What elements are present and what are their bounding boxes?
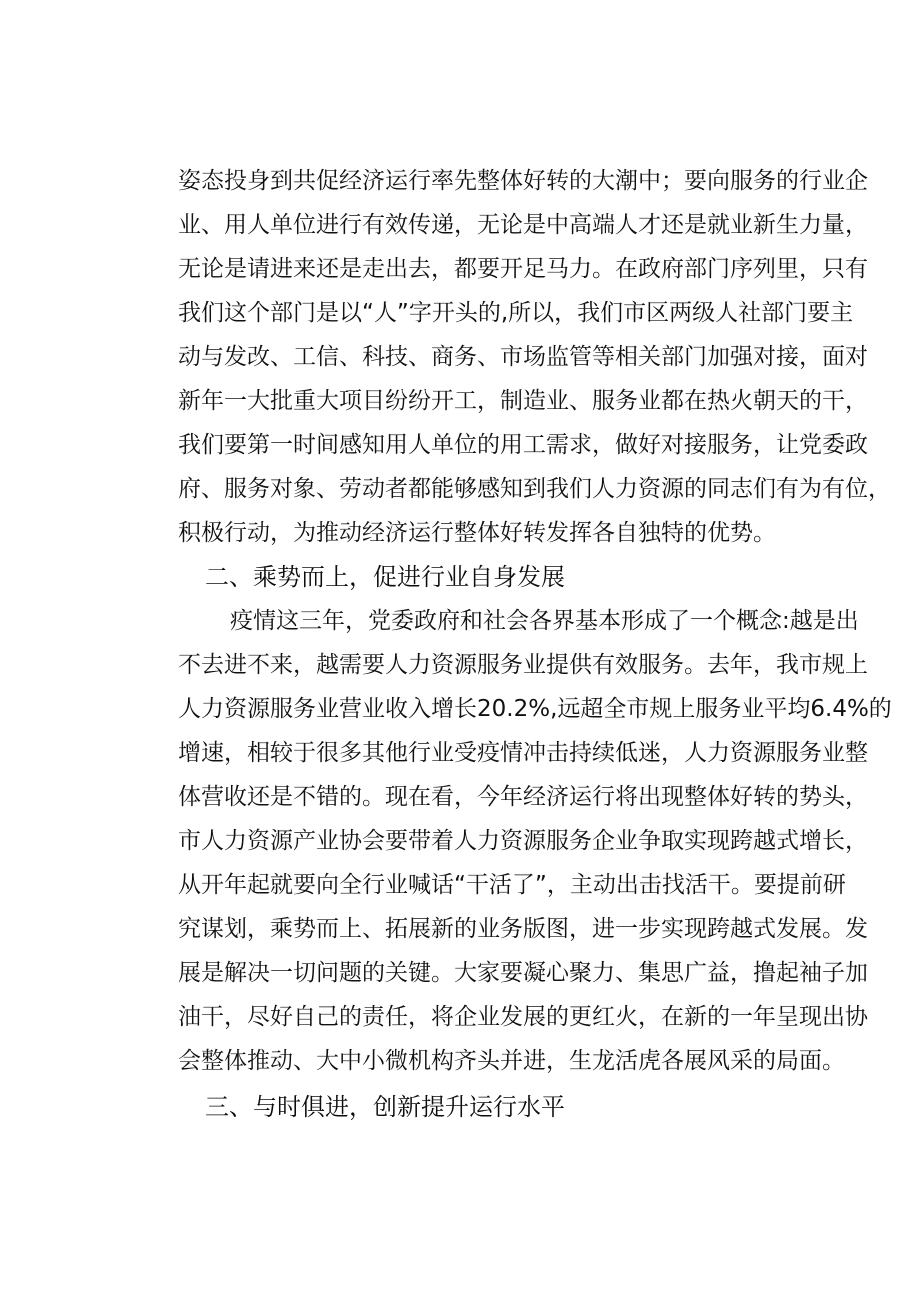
paragraph-1-line-3: 无论是请进来还是走出去，都要开足马力。在政府部门序列里，只有 bbox=[178, 256, 868, 282]
section-heading-3: 三、与时俱进，创新提升运行水平 bbox=[205, 1093, 565, 1121]
paragraph-2-line-1: 疫情这三年，党委政府和社会各界基本形成了一个概念:越是出 bbox=[230, 608, 859, 634]
paragraph-1-line-5: 动与发改、工信、科技、商务、市场监管等相关部门加强对接，面对 bbox=[178, 344, 868, 370]
paragraph-1-line-1: 姿态投身到共促经济运行率先整体好转的大潮中；要向服务的行业企 bbox=[178, 168, 868, 194]
paragraph-1-line-9: 积极行动，为推动经济运行整体好转发挥各自独特的优势。 bbox=[178, 520, 776, 546]
paragraph-2-line-8: 究谋划，乘势而上、拓展新的业务版图，进一步实现跨越式发展。发 bbox=[178, 916, 868, 942]
paragraph-2-line-3: 人力资源服务业营业收入增长20.2%,远超全市规上服务业平均6.4%的 bbox=[178, 696, 892, 722]
paragraph-1-line-2: 业、用人单位进行有效传递，无论是中高端人才还是就业新生力量， bbox=[178, 212, 868, 238]
paragraph-2-line-5: 体营收还是不错的。现在看，今年经济运行将出现整体好转的势头， bbox=[178, 784, 868, 810]
paragraph-1-line-8: 府、服务对象、劳动者都能够感知到我们人力资源的同志们有为有位， bbox=[178, 476, 891, 502]
paragraph-2-line-6: 市人力资源产业协会要带着人力资源服务企业争取实现跨越式增长， bbox=[178, 828, 868, 854]
paragraph-1-line-6: 新年一大批重大项目纷纷开工，制造业、服务业都在热火朝天的干， bbox=[178, 388, 868, 414]
paragraph-2-line-2: 不去进不来，越需要人力资源服务业提供有效服务。去年，我市规上 bbox=[178, 652, 868, 678]
paragraph-2-line-9: 展是解决一切问题的关键。大家要凝心聚力、集思广益，撸起袖子加 bbox=[178, 960, 868, 986]
section-heading-2: 二、乘势而上，促进行业自身发展 bbox=[205, 563, 565, 591]
paragraph-2-line-7: 从开年起就要向全行业喊话“干活了”，主动出击找活干。要提前研 bbox=[178, 872, 846, 898]
paragraph-2-line-10: 油干，尽好自己的责任，将企业发展的更红火，在新的一年呈现出协 bbox=[178, 1004, 868, 1030]
paragraph-2-line-4: 增速，相较于很多其他行业受疫情冲击持续低迷，人力资源服务业整 bbox=[178, 740, 868, 766]
paragraph-1-line-7: 我们要第一时间感知用人单位的用工需求，做好对接服务，让党委政 bbox=[178, 432, 868, 458]
paragraph-1-line-4: 我们这个部门是以“人”字开头的,所以，我们市区两级人社部门要主 bbox=[178, 300, 854, 326]
paragraph-2-line-11: 会整体推动、大中小微机构齐头并进，生龙活虎各展风采的局面。 bbox=[178, 1048, 845, 1074]
